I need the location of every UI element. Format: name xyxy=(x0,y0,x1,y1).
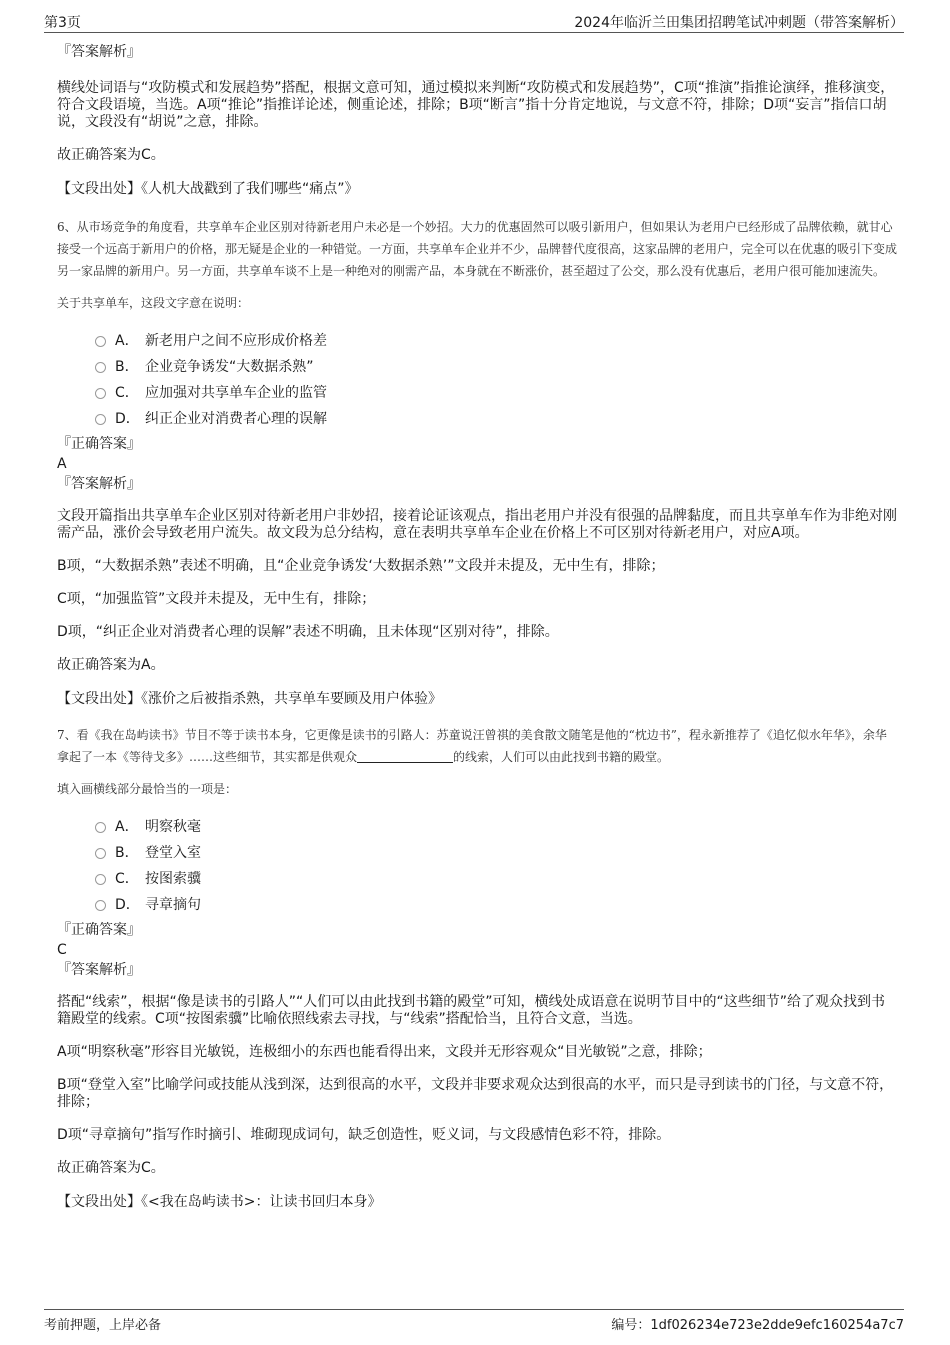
footer-motto: 考前押题，上岸必备 xyxy=(44,1318,162,1333)
analysis-paragraph: D项，“纠正企业对消费者心理的误解”表述不明确，且未体现“区别对待”，排除。 xyxy=(57,624,559,640)
page-header xyxy=(0,0,950,34)
correct-answer-label: 『正确答案』 xyxy=(57,436,141,452)
analysis-text: 横线处词语与“攻防模式和发展趋势”搭配，根据文意可知，通过模拟来判断“攻防模式和发展趋势”，C项“推演”指推论演绎，推移演变，符合文段语境，当选。A项“推论”指推详论述，侧重论述，排除；B项“断言”指十分肯定地说，与文意不符，排除；D项“妄言”指信口胡说，文段没有“胡说”之意，排除。 xyxy=(57,80,895,130)
answer-blank xyxy=(357,750,453,763)
analysis-label: 『答案解析』 xyxy=(57,476,141,492)
option-text: 登堂入室 xyxy=(145,845,201,861)
option-a[interactable] xyxy=(95,328,897,354)
option-letter: D． xyxy=(115,897,140,913)
analysis-paragraph: D项“寻章摘句”指写作时摘引、堆砌现成词句，缺乏创造性，贬义词，与文段感情色彩不符，排除。 xyxy=(57,1127,671,1143)
option-text: 纠正企业对消费者心理的误解 xyxy=(145,411,327,427)
source-citation: 【文段出处】《人机大战戳到了我们哪些“痛点”》 xyxy=(57,181,359,197)
option-letter: D． xyxy=(115,411,140,427)
question-7-options xyxy=(57,814,897,918)
question-7-stem xyxy=(57,724,897,768)
correct-answer: A xyxy=(57,456,67,472)
analysis-label: 『答案解析』 xyxy=(57,962,141,978)
option-c[interactable] xyxy=(95,866,897,892)
question-7-stem-before: 7、看《我在岛屿读书》节目不等于读书本身，它更像是读书的引路人：苏童说汪曾祺的美食散文随笔是他的“枕边书”，程永新推荐了《追忆似水年华》，余华拿起了一本《等待戈多》……这些细节，其实都是供观众 xyxy=(57,728,887,764)
option-text: 新老用户之间不应形成价格差 xyxy=(145,333,327,349)
radio-button[interactable] xyxy=(95,414,106,425)
source-citation: 【文段出处】《涨价之后被指杀熟，共享单车要顾及用户体验》 xyxy=(57,691,442,707)
option-letter: C． xyxy=(115,385,139,401)
conclusion: 故正确答案为C。 xyxy=(57,1160,165,1176)
source-citation: 【文段出处】《<我在岛屿读书>：让读书回归本身》 xyxy=(57,1194,382,1210)
footer-divider xyxy=(44,1309,904,1310)
conclusion: 故正确答案为C。 xyxy=(57,147,165,163)
option-letter: A． xyxy=(115,819,139,835)
option-text: 寻章摘句 xyxy=(145,897,201,913)
radio-button[interactable] xyxy=(95,822,106,833)
radio-button[interactable] xyxy=(95,336,106,347)
option-b[interactable] xyxy=(95,840,897,866)
option-text: 明察秋毫 xyxy=(145,819,201,835)
question-6-prompt: 关于共享单车，这段文字意在说明： xyxy=(57,296,250,310)
radio-button[interactable] xyxy=(95,388,106,399)
option-letter: C． xyxy=(115,871,139,887)
option-text: 企业竞争诱发“大数据杀熟” xyxy=(145,359,314,375)
page-content xyxy=(57,42,897,1211)
analysis-paragraph: A项“明察秋毫”形容目光敏锐，连极细小的东西也能看得出来，文段并无形容观众“目光敏锐”之意，排除； xyxy=(57,1044,712,1060)
option-d[interactable] xyxy=(95,892,897,918)
option-d[interactable] xyxy=(95,406,897,432)
analysis-paragraph: 文段开篇指出共享单车企业区别对待新老用户非妙招，接着论证该观点，指出老用户并没有很强的品牌黏度，而且共享单车作为非绝对刚需产品，涨价会导致老用户流失。故文段为总分结构，意在表明共享单车企业在价格上不可区别对待新老用户，对应A项。 xyxy=(57,508,897,541)
option-b[interactable] xyxy=(95,354,897,380)
question-7-prompt: 填入画横线部分最恰当的一项是： xyxy=(57,782,238,796)
question-7-stem-after: 的线索，人们可以由此找到书籍的殿堂。 xyxy=(453,750,670,764)
radio-button[interactable] xyxy=(95,900,106,911)
option-a[interactable] xyxy=(95,814,897,840)
correct-answer: C xyxy=(57,942,67,958)
radio-button[interactable] xyxy=(95,874,106,885)
analysis-paragraph: B项“登堂入室”比喻学问或技能从浅到深，达到很高的水平，文段并非要求观众达到很高的水平，而只是寻到读书的门径，与文意不符，排除； xyxy=(57,1077,894,1110)
correct-answer-label: 『正确答案』 xyxy=(57,922,141,938)
question-6-options xyxy=(57,328,897,432)
analysis-paragraph: 搭配“线索”，根据“像是读书的引路人”“人们可以由此找到书籍的殿堂”可知，横线处成语意在说明节目中的“这些细节”给了观众找到书籍殿堂的线索。C项“按图索骥”比喻依照线索去寻找，与“线索”搭配恰当，且符合文意，当选。 xyxy=(57,994,886,1027)
analysis-label: 『答案解析』 xyxy=(57,44,141,60)
option-text: 按图索骥 xyxy=(145,871,201,887)
header-divider xyxy=(44,32,904,33)
question-6-stem: 6、从市场竞争的角度看，共享单车企业区别对待新老用户未必是一个妙招。大力的优惠固然可以吸引新用户，但如果认为老用户已经形成了品牌依赖，就甘心接受一个远高于新用户的价格，那无疑是企业的一种错觉。一方面，共享单车企业并不少，品牌替代度很高，这家品牌的老用户，完全可以在优惠的吸引下变成另一家品牌的新用户。另一方面，共享单车谈不上是一种绝对的刚需产品，本身就在不断涨价，甚至超过了公交，那么没有优惠后，老用户很可能加速流失。 xyxy=(57,220,898,278)
document-code xyxy=(611,1314,904,1333)
analysis-paragraph: C项，“加强监管”文段并未提及，无中生有，排除； xyxy=(57,591,376,607)
conclusion: 故正确答案为A。 xyxy=(57,657,165,673)
option-text: 应加强对共享单车企业的监管 xyxy=(145,385,327,401)
radio-button[interactable] xyxy=(95,362,106,373)
option-c[interactable] xyxy=(95,380,897,406)
option-letter: B． xyxy=(115,359,139,375)
page-number: 第3页 xyxy=(44,15,81,31)
option-letter: B． xyxy=(115,845,139,861)
option-letter: A． xyxy=(115,333,139,349)
document-code-value: 1df026234e723e2dde9efc160254a7c7 xyxy=(650,1318,904,1333)
document-title: 2024年临沂兰田集团招聘笔试冲刺题（带答案解析） xyxy=(574,15,904,31)
radio-button[interactable] xyxy=(95,848,106,859)
analysis-paragraph: B项，“大数据杀熟”表述不明确，且“企业竞争诱发‘大数据杀熟’”文段并未提及，无中生有，排除； xyxy=(57,558,665,574)
document-code-label: 编号： xyxy=(611,1318,651,1333)
